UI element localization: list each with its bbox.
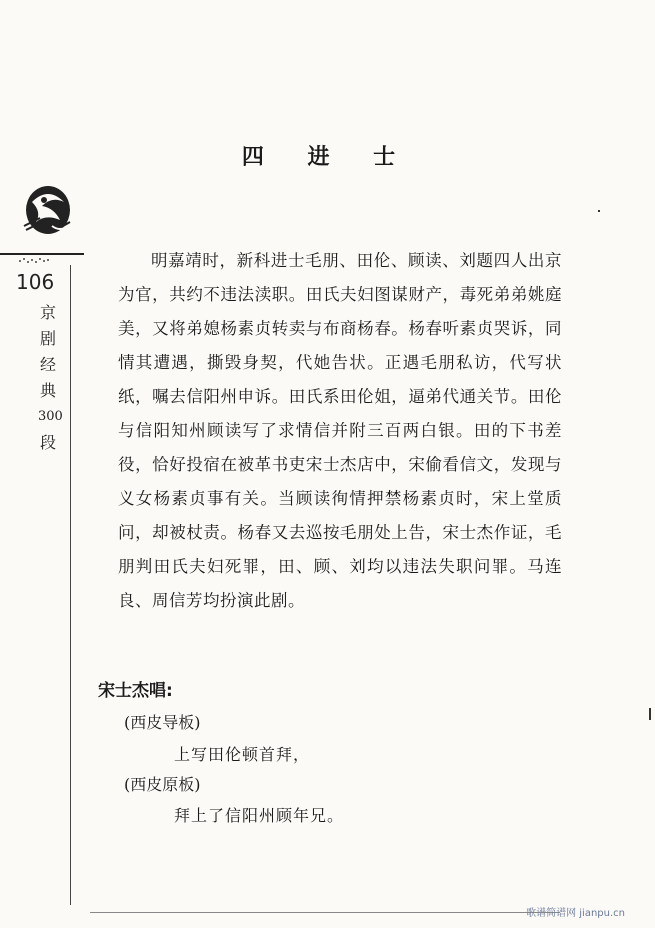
margin-dots	[18, 256, 58, 266]
side-title-char: 300	[38, 409, 63, 424]
margin-vertical-line	[70, 265, 71, 905]
side-book-title	[38, 300, 63, 456]
scan-speck	[598, 210, 600, 212]
page-title: 四 进 士	[241, 144, 414, 170]
lyric-line: 拜上了信阳州顾年兄。	[174, 806, 345, 825]
margin-rule	[0, 253, 84, 255]
page-number: 106	[16, 270, 55, 294]
decorative-emblem-icon	[22, 182, 74, 240]
bottom-rule	[90, 912, 560, 913]
singer-heading: 宋士杰唱:	[98, 681, 173, 701]
lyric-line: 上写田伦顿首拜，	[174, 745, 311, 764]
watermark: 歌谱简谱网 jianpu.cn	[526, 908, 625, 919]
tune-label: (西皮原板)	[124, 775, 201, 794]
tune-label: (西皮导板)	[124, 713, 201, 732]
side-title-char: 段	[39, 433, 56, 452]
side-title-char: 经	[39, 355, 56, 374]
side-title-char: 典	[39, 381, 56, 400]
edge-mark	[649, 708, 651, 720]
side-title-char: 京	[39, 303, 56, 322]
side-title-char: 剧	[39, 329, 56, 348]
synopsis-paragraph: 明嘉靖时，新科进士毛朋、田伦、顾读、刘题四人出京为官，共约不违法渎职。田氏夫妇图谋财产，毒死弟弟姚庭美，又将弟媳杨素贞转卖与布商杨春。杨春听素贞哭诉，同情其遭遇，撕毁身契，代她告状。正遇毛朋私访，代写状纸，嘱去信阳州申诉。田氏系田伦姐，逼弟代通关节。田伦与信阳知州顾读写了求情信并附三百两白银。田的下书差役，恰好投宿在被革书吏宋士杰店中，宋偷看信文，发现与义女杨素贞事有关。当顾读徇情押禁杨素贞时，宋上堂质问，却被杖责。杨春又去巡按毛朋处上告，宋士杰作证，毛朋判田氏夫妇死罪，田、顾、刘均以违法失职问罪。马连良、周信芳均扮演此剧。	[118, 251, 562, 610]
synopsis	[118, 244, 562, 618]
